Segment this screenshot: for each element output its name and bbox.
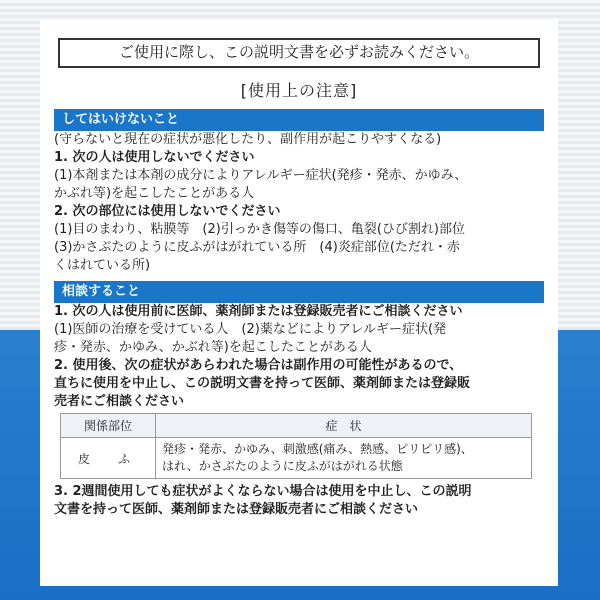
side-effect-notice-line: 直ちに使用を中止し、この説明文書を持って医師、薬剤師または登録販: [54, 376, 471, 391]
table-cell-part: 皮 ふ: [61, 438, 156, 479]
table-cell-symptom: [156, 438, 532, 479]
stop-use-notice-line: 文書を持って医師、薬剤師または登録販売者にご相談ください: [54, 502, 419, 517]
dont-use-areas-line: くはれている所): [54, 258, 151, 273]
stop-use-notice-line: 3. 2週間使用しても症状がよくならない場合は使用を中止し、この説明: [54, 484, 472, 499]
dont-use-persons-line: かぶれ等)を起こしたことがある人: [54, 186, 255, 201]
table-header-part: 関係部位: [61, 414, 156, 438]
table-row: [61, 438, 532, 479]
side-effect-notice-line: 2. 使用後、次の症状があらわれた場合は副作用の可能性があるので、: [54, 358, 463, 373]
section-dont-do-title: してはいけないこと: [54, 109, 544, 131]
symptom-table: [60, 413, 532, 479]
dont-use-areas-line: (1)目のまわり、粘膜等 (2)引っかき傷等の傷口、亀裂(ひび割れ)部位: [54, 222, 465, 237]
dont-use-areas-line: (3)かさぶたのように皮ふがはがれている所 (4)炎症部位(ただれ・赤: [54, 240, 460, 255]
dont-use-persons-title: 1. 次の人は使用しないでください: [54, 150, 255, 165]
side-effect-notice-line: 売者にご相談ください: [54, 394, 185, 409]
read-notice-banner: ご使用に際し、この説明文書を必ずお読みください。: [58, 38, 540, 68]
symptom-line: はれ、かさぶたのように皮ふがはがれる状態: [162, 459, 403, 473]
symptom-line: 発疹・発赤、かゆみ、刺激感(痛み、熱感、ピリピリ感)、: [162, 442, 473, 456]
instruction-panel: [40, 20, 558, 586]
consult-before-use-line: 疹・発赤、かゆみ、かぶれ等)を起こしたことがある人: [54, 340, 372, 355]
section-consult-title: 相談すること: [54, 281, 544, 303]
consult-before-use-line: (1)医師の治療を受けている人 (2)薬などによりアレルギー症状(発: [54, 322, 447, 337]
dont-use-areas-title: 2. 次の部位には使用しないでください: [54, 204, 281, 219]
table-header-symptom: 症 状: [156, 414, 532, 438]
consult-before-use-title: 1. 次の人は使用前に医師、薬剤師または登録販売者にご相談ください: [54, 304, 463, 319]
table-header-row: [61, 414, 532, 438]
dont-use-persons-line: (1)本剤または本剤の成分によりアレルギー症状(発疹・発赤、かゆみ、: [54, 168, 468, 183]
precautions-heading: [使用上の注意]: [240, 81, 358, 100]
section-dont-do-note: (守らないと現在の症状が悪化したり、副作用が起こりやすくなる): [54, 132, 442, 147]
